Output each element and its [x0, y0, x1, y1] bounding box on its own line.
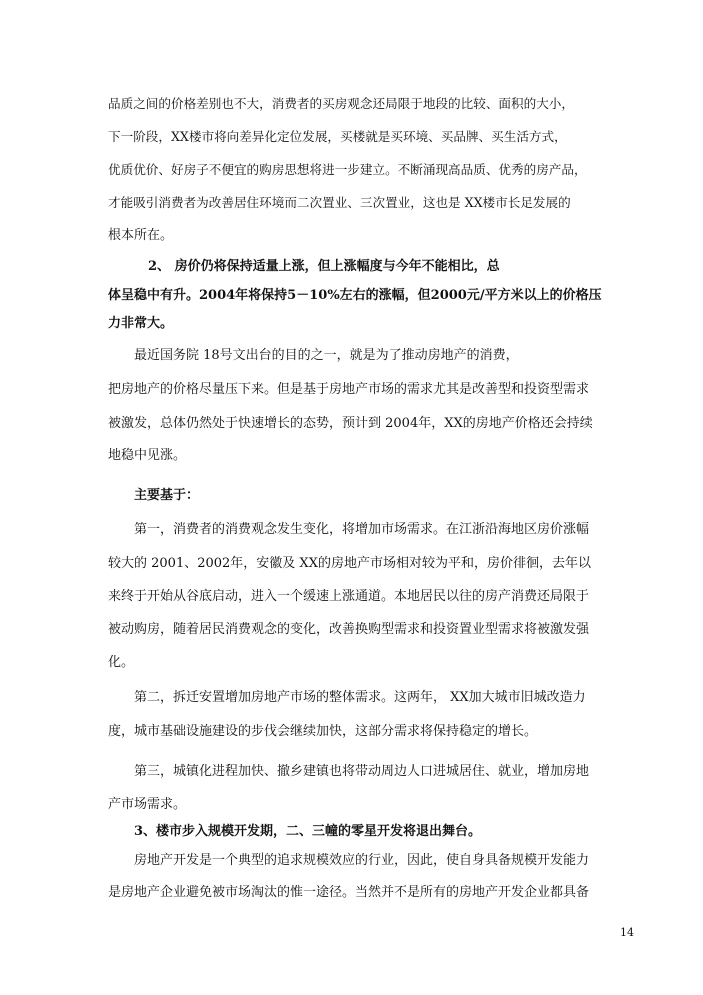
page-number: 14: [620, 926, 634, 939]
section-heading-2-line: 力非常大。: [108, 316, 174, 331]
paragraph-line: 是房地产企业避免被市场淘汰的惟一途径。当然并不是所有的房地产开发企业都具备: [108, 885, 590, 900]
paragraph-line: 优质优价、好房子不便宜的购房思想将进一步建立。不断涌现高品质、优秀的房产品，: [108, 162, 587, 177]
paragraph-line: 房地产开发是一个典型的追求规模效应的行业，因此，使自身具备规模开发能力: [134, 853, 590, 868]
paragraph-line: 产市场需求。: [108, 797, 187, 812]
paragraph-line: 根本所在。: [108, 228, 174, 243]
basis-heading: 主要基于：: [134, 488, 200, 503]
section-heading-2-line: 体呈稳中有升。2004年将保持5－10%左右的涨幅，但2000元/平方米以上的价格压: [108, 288, 602, 303]
section-heading-3: 3、楼市步入规模开发期，二、三幢的零星开发将退出舞台。: [134, 824, 482, 839]
paragraph-line: 度，城市基础设施建设的步伐会继续加快，这部分需求将保持稳定的增长。: [108, 724, 538, 739]
paragraph-line-second: 第二，拆迁安置增加房地产市场的整体需求。这两年， XX加大城市旧城改造力: [134, 690, 586, 705]
paragraph-line: 把房地产的价格尽量压下来。但是基于房地产市场的需求尤其是改善型和投资型需求: [108, 382, 590, 397]
paragraph-line: 才能吸引消费者为改善居住环境而二次置业、三次置业，这也是 XX楼市长足发展的: [108, 195, 571, 210]
paragraph-line-third: 第三，城镇化进程加快、撤乡建镇也将带动周边人口进城居住、就业，增加房地: [134, 764, 590, 779]
paragraph-line: 地稳中见涨。: [108, 448, 187, 463]
paragraph-line-first: 第一，消费者的消费观念发生变化，将增加市场需求。在江浙沿海地区房价涨幅: [134, 522, 590, 537]
paragraph-line: 化。: [108, 655, 135, 670]
paragraph-line: 下一阶段，XX楼市将向差异化定位发展，买楼就是买环境、买品牌、买生活方式，: [108, 129, 567, 144]
section-heading-2-line: 2、 房价仍将保持适量上涨，但上涨幅度与今年不能相比，总: [148, 259, 500, 274]
paragraph-line: 较大的 2001、2002年，安徽及 XX的房地产市场相对较为平和，房价徘徊，去年以: [108, 556, 591, 571]
paragraph-line: 品质之间的价格差别也不大，消费者的买房观念还局限于地段的比较、面积的大小，: [108, 96, 574, 111]
paragraph-line: 来终于开始从谷底启动，进入一个缓速上涨通道。本地居民以往的房产消费还局限于: [108, 589, 590, 604]
paragraph-line: 最近国务院 18号文出台的目的之一，就是为了推动房地产的消费，: [134, 348, 519, 363]
paragraph-line: 被激发，总体仍然处于快速增长的态势，预计到 2004年，XX的房地产价格还会持续: [108, 416, 593, 431]
paragraph-line: 被动购房，随着居民消费观念的变化，改善换购型需求和投资置业型需求将被激发强: [108, 622, 590, 637]
